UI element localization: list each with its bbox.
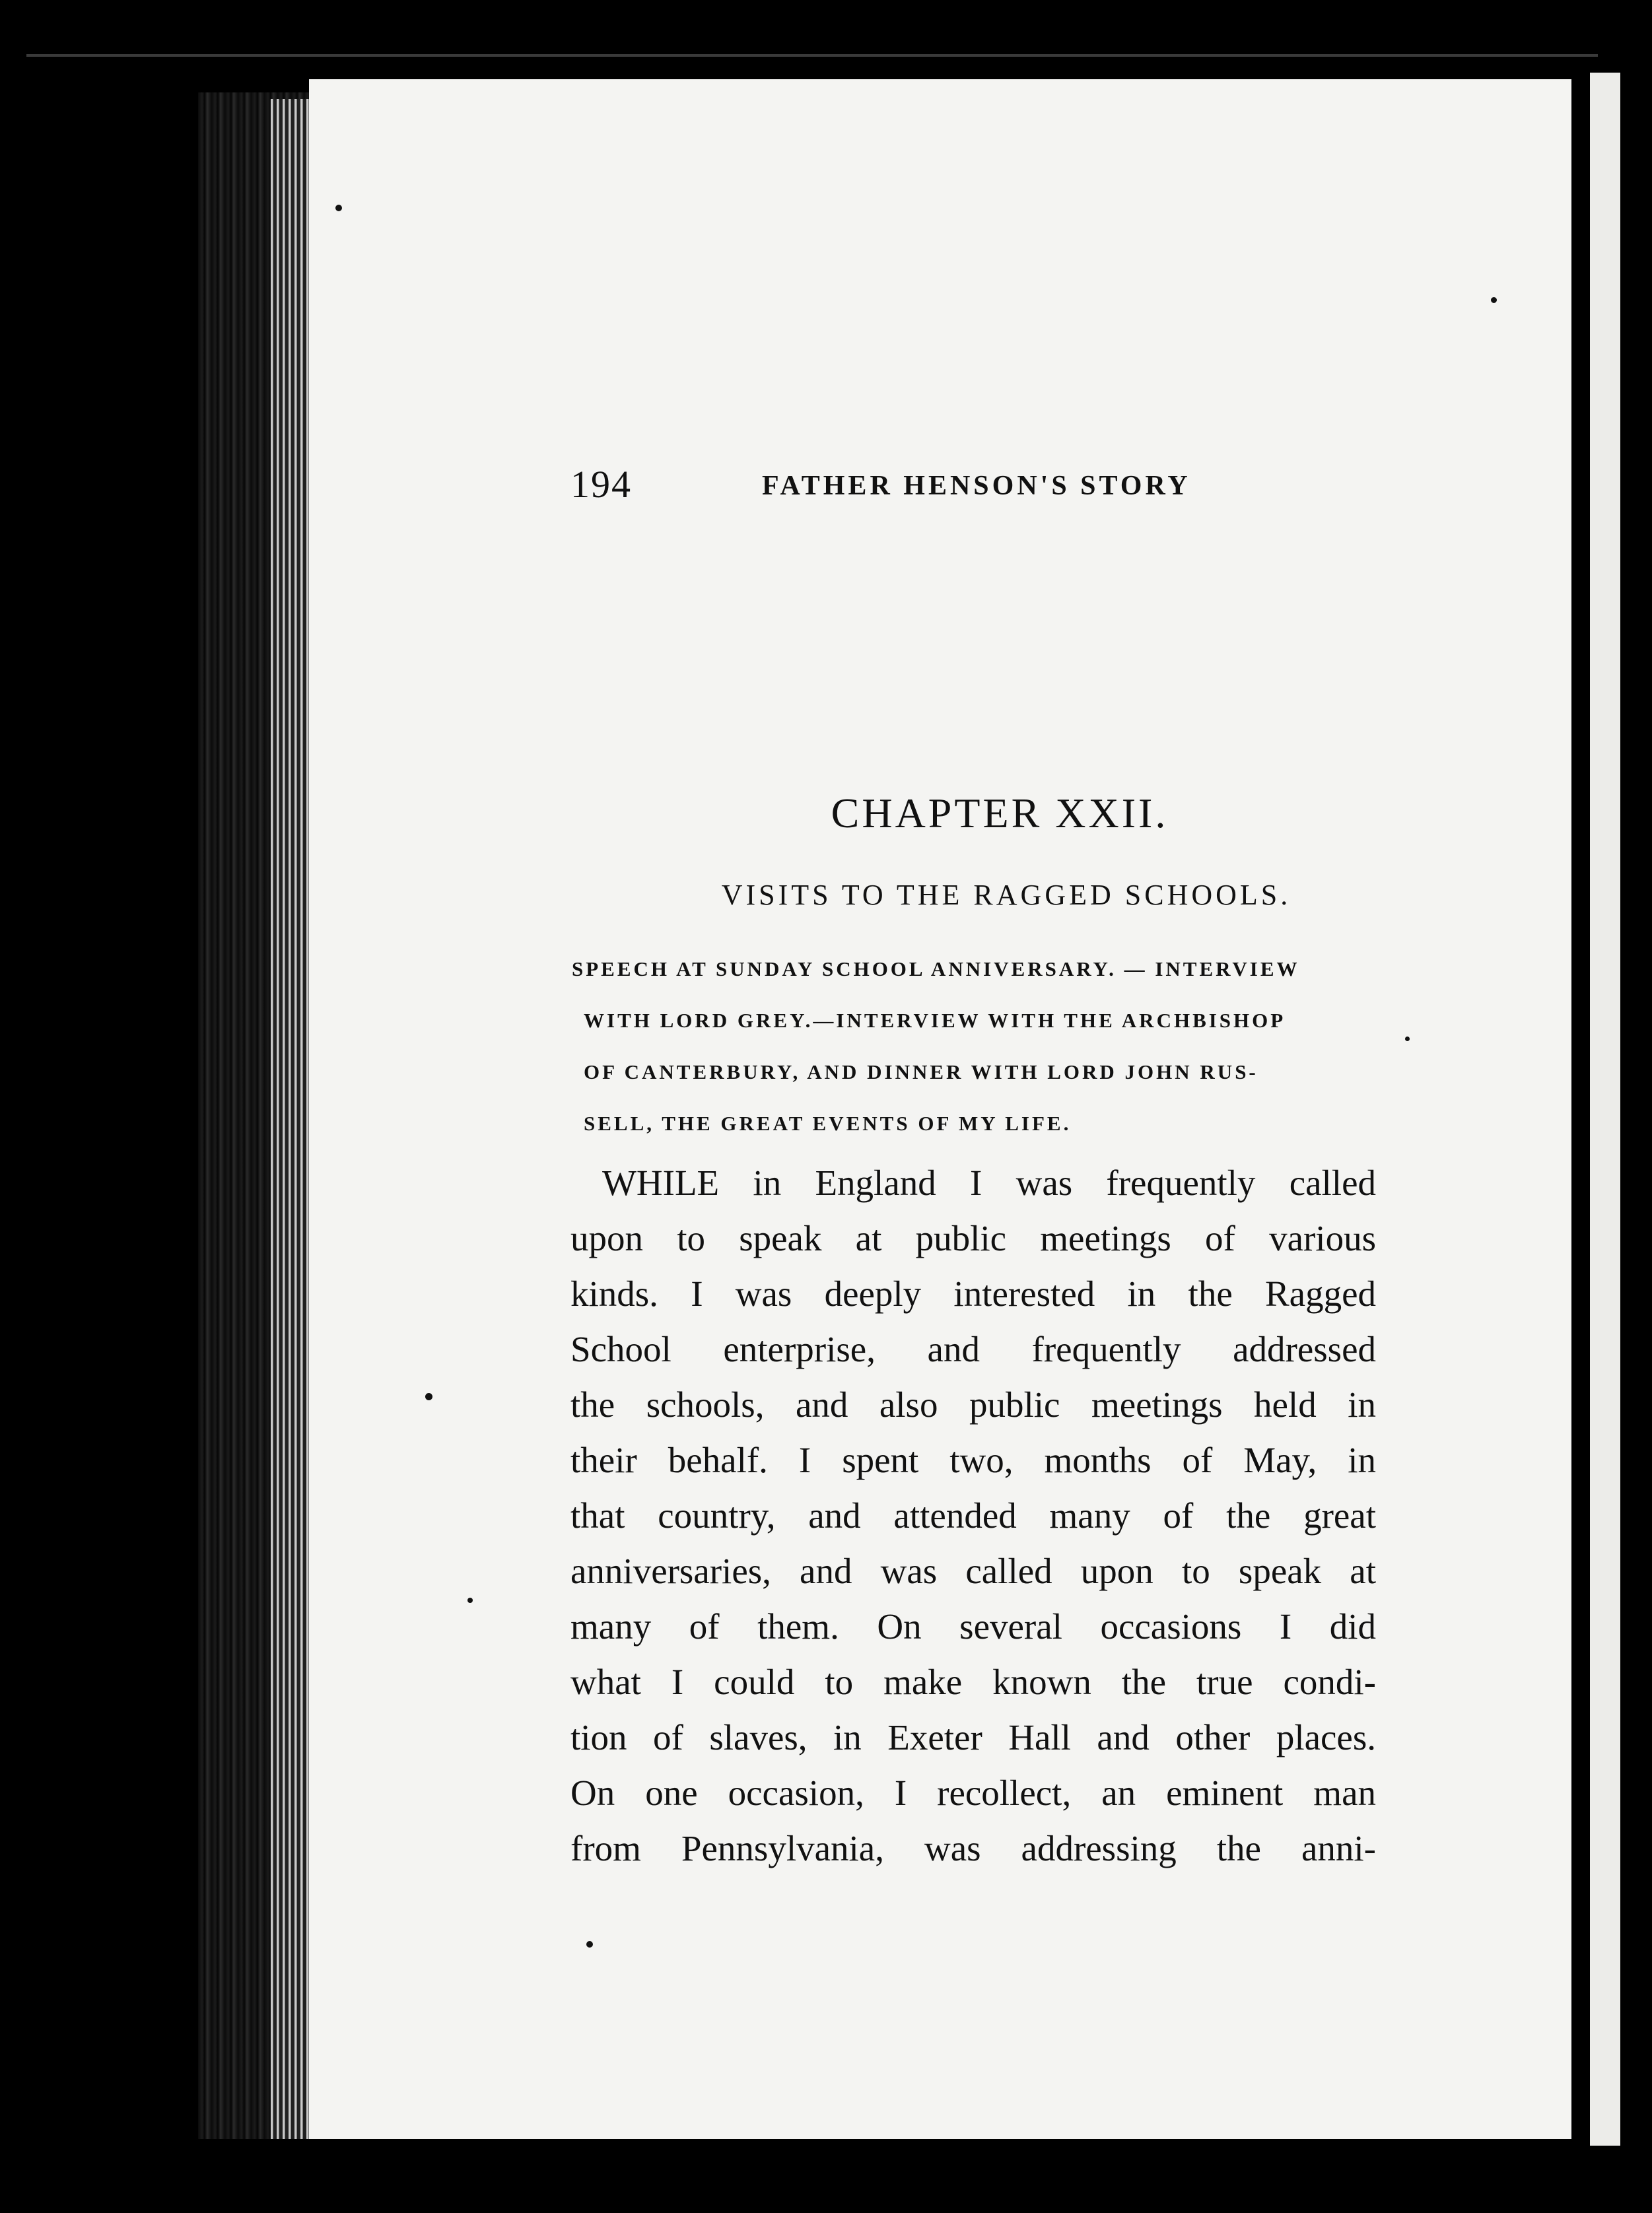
body-line: that country, and attended many of the great xyxy=(570,1495,1376,1536)
scan-speck xyxy=(425,1393,432,1400)
scan-speck xyxy=(1405,1037,1410,1041)
page-content xyxy=(309,79,1571,2139)
body-line: the schools, and also public meetings held in xyxy=(570,1384,1376,1425)
body-line: On one occasion, I recollect, an eminent man xyxy=(570,1773,1376,1813)
synopsis-line: WITH LORD GREY.—INTERVIEW WITH THE ARCHBISHOP xyxy=(584,1009,1286,1032)
body-line: anniversaries, and was called upon to speak at xyxy=(570,1551,1376,1591)
running-head xyxy=(570,462,1495,508)
synopsis-line: OF CANTERBURY, AND DINNER WITH LORD JOHN RUS- xyxy=(584,1060,1258,1083)
body-line: School enterprise, and frequently addressed xyxy=(570,1329,1376,1369)
scan-speck xyxy=(467,1598,473,1603)
scan-speck xyxy=(1491,297,1497,303)
chapter-title: CHAPTER XXII. xyxy=(831,790,1169,836)
body-line: from Pennsylvania, was addressing the anni- xyxy=(570,1828,1376,1868)
facing-page-edge xyxy=(1590,73,1620,2146)
body-line: their behalf. I spent two, months of May, in xyxy=(570,1440,1376,1480)
scan-speck xyxy=(335,205,342,211)
synopsis-line: SELL, THE GREAT EVENTS OF MY LIFE. xyxy=(584,1112,1072,1135)
top-rule xyxy=(26,54,1598,57)
body-line: tion of slaves, in Exeter Hall and other places. xyxy=(570,1717,1376,1757)
body-line: WHILE in England I was frequently called xyxy=(602,1163,1376,1203)
book-page xyxy=(309,79,1571,2139)
scan-speck xyxy=(586,1941,593,1948)
body-line: many of them. On several occasions I did xyxy=(570,1606,1376,1647)
synopsis-line: SPEECH AT SUNDAY SCHOOL ANNIVERSARY. — INTERVIEW xyxy=(572,957,1300,980)
body-line: kinds. I was deeply interested in the Ragged xyxy=(570,1274,1376,1314)
chapter-subtitle: VISITS TO THE RAGGED SCHOOLS. xyxy=(721,879,1291,911)
running-title: FATHER HENSON'S STORY xyxy=(762,471,1191,501)
body-line: what I could to make known the true condi- xyxy=(570,1662,1376,1702)
page-number: 194 xyxy=(570,463,632,506)
body-line: upon to speak at public meetings of various xyxy=(570,1218,1376,1258)
page-edges xyxy=(271,99,310,2139)
